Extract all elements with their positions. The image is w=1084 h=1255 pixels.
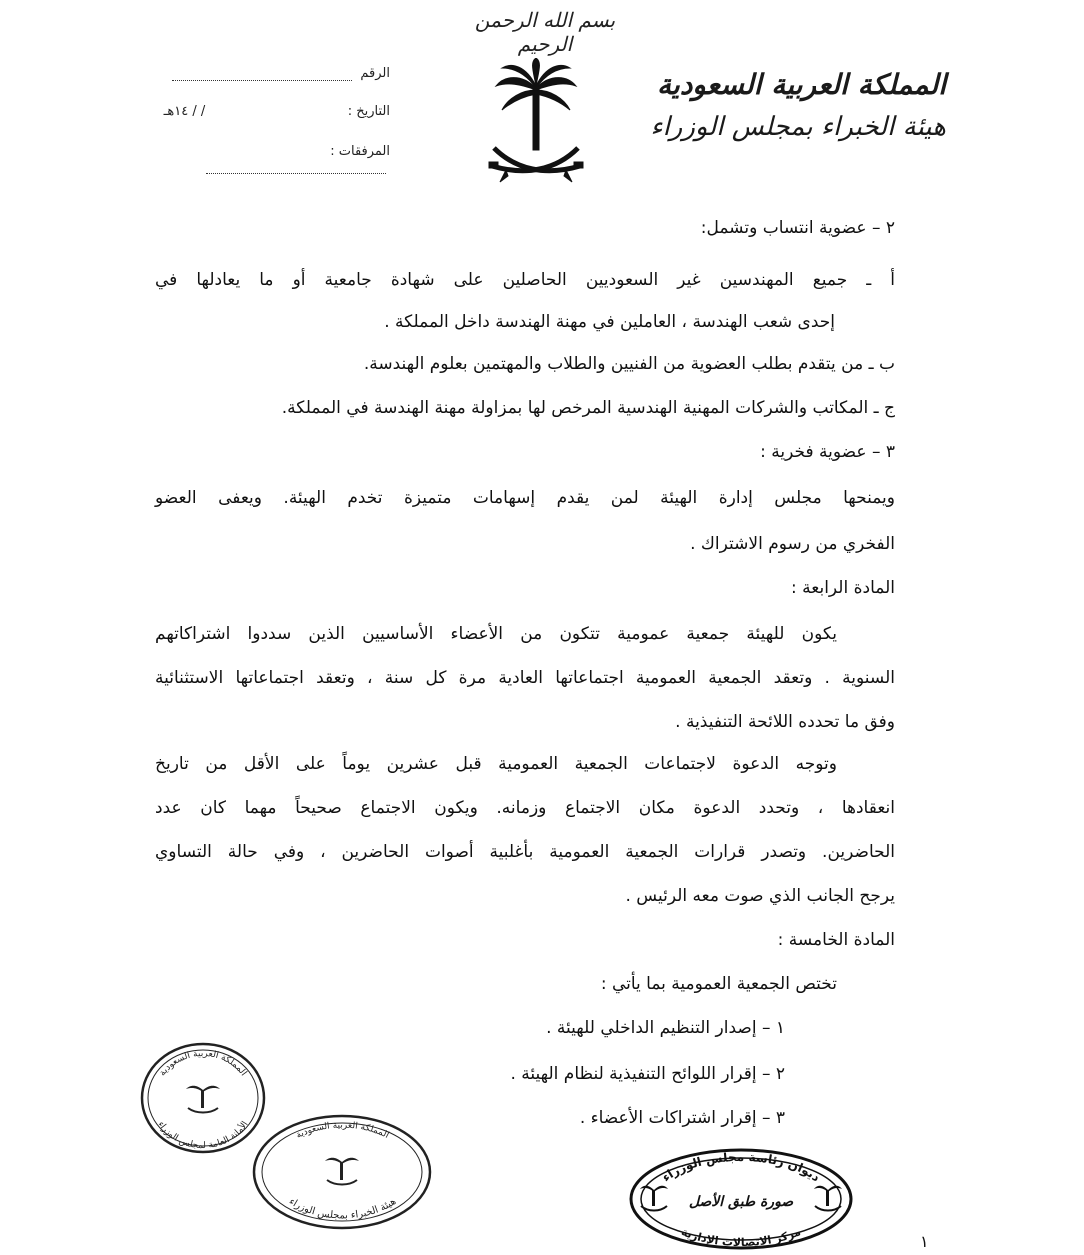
section-honorary-membership: ٣ – عضوية فخرية : (760, 442, 895, 462)
svg-text:الأمانة العامة لمجلس الوزراء (155, 1120, 250, 1151)
kingdom-name: المملكة العربية السعودية (657, 68, 946, 101)
article-four-line7: يرجح الجانب الذي صوت معه الرئيس . (625, 886, 895, 906)
document-body (155, 218, 895, 1148)
article-four-heading: المادة الرابعة : (791, 578, 895, 598)
svg-text:المملكة العربية السعودية (158, 1049, 249, 1078)
palm-swords-emblem (486, 58, 586, 188)
article-four-line4: وتوجه الدعوة لاجتماعات الجمعية العمومية قبل عشرين يوماً على الأقل من تاريخ (155, 754, 837, 774)
article-five-item1: ١ – إصدار التنظيم الداخلي للهيئة . (546, 1018, 785, 1038)
experts-bureau-stamp (250, 1112, 435, 1232)
svg-text:ديوان رئاسة مجلس الوزراء (659, 1150, 823, 1184)
honorary-line1: ويمنحها مجلس إدارة الهيئة لمن يقدم إسهامات متميزة تخدم الهيئة. ويعفى العضو (155, 488, 895, 508)
experts-stamp-bottom: هيئة الخبراء بمجلس الوزراء (286, 1196, 399, 1222)
svg-text:هيئة الخبراء بمجلس الوزراء (287, 1196, 398, 1221)
article-four-line3: وفق ما تحدده اللائحة التنفيذية . (675, 712, 895, 732)
certified-stamp-center: صورة طبق الأصل (688, 1194, 794, 1210)
reference-line (172, 80, 352, 81)
certified-copy-stamp (626, 1146, 856, 1251)
article-five-item3: ٣ – إقرار اشتراكات الأعضاء . (579, 1108, 785, 1128)
item-b: ب ـ من يتقدم بطلب العضوية من الفنيين والطلاب والمهتمين بعلوم الهندسة. (363, 354, 895, 374)
honorary-line2: الفخري من رسوم الاشتراك . (690, 534, 895, 554)
date-value: / / ١٤هـ (163, 104, 206, 119)
attachments-line (206, 173, 386, 174)
item-a-line2: إحدى شعب الهندسة ، العاملين في مهنة الهندسة داخل المملكة . (384, 312, 835, 332)
reference-label: الرقم (360, 66, 390, 81)
certified-stamp-bottom: مركز الاتصالات الإدارية (679, 1225, 803, 1250)
experts-stamp-top: المملكة العربية السعودية (294, 1120, 391, 1141)
article-four-line2: السنوية . وتعقد الجمعية العمومية اجتماعاتها العادية مرة كل سنة ، وتعقد اجتماعاتها الاستثنائية (155, 668, 895, 688)
attachments-field (145, 144, 390, 174)
svg-text:المملكة العربية السعودية (295, 1121, 391, 1141)
article-four-line5: انعقادها ، وتحدد الدعوة مكان الاجتماع وزمانه. ويكون الاجتماع صحيحاً مهما كان عدد (155, 798, 895, 818)
article-five-heading: المادة الخامسة : (777, 930, 895, 950)
bismillah: بسم الله الرحمن الرحيم (474, 8, 616, 56)
reference-field (145, 66, 390, 81)
item-c: ج ـ المكاتب والشركات المهنية الهندسية المرخص لها بمزاولة مهنة الهندسة في المملكة. (281, 398, 895, 418)
article-five-item2: ٢ – إقرار اللوائح التنفيذية لنظام الهيئة . (510, 1064, 785, 1084)
certified-stamp-top: ديوان رئاسة مجلس الوزراء (659, 1149, 823, 1185)
date-field (145, 104, 390, 119)
page-number: ١ (920, 1232, 929, 1251)
palm-swords-icon (186, 1086, 220, 1113)
item-a-line1: أ ـ جميع المهندسين غير السعوديين الحاصلين على شهادة جامعية أو ما يعادلها في (155, 270, 895, 290)
agency-name: هيئة الخبراء بمجلس الوزراء (650, 112, 946, 142)
palm-swords-icon (325, 1158, 359, 1185)
article-four-line6: الحاضرين. وتصدر قرارات الجمعية العمومية بأغلبية أصوات الحاضرين ، وفي حالة التساوي (155, 842, 895, 862)
article-five-intro: تختص الجمعية العمومية بما يأتي : (600, 974, 837, 994)
attachments-label: المرفقات : (330, 144, 390, 159)
section-affiliate-membership: ٢ – عضوية انتساب وتشمل: (700, 218, 895, 238)
article-four-line1: يكون للهيئة جمعية عمومية تتكون من الأعضاء الأساسيين الذين سددوا اشتراكاتهم (155, 624, 837, 644)
secretariat-stamp-top: المملكة العربية السعودية (157, 1048, 249, 1079)
date-label: التاريخ : (347, 104, 390, 119)
secretariat-stamp (138, 1040, 268, 1155)
secretariat-stamp-bottom: الأمانة العامة لمجلس الوزراء (155, 1119, 251, 1152)
